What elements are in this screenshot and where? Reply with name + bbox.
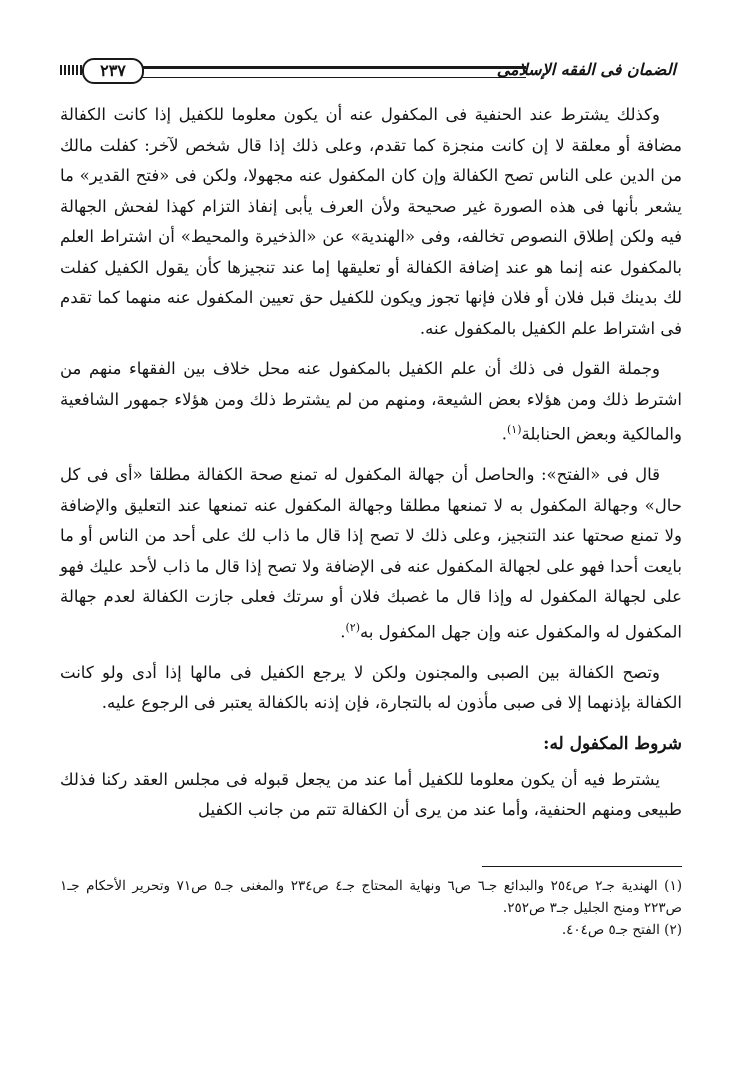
paragraph: يشترط فيه أن يكون معلوما للكفيل أما عند من يجعل قبوله فى مجلس العقد ركنا فذلك طبيعى ومنهم الحنفية، وأما عند من يرى أن الكفالة تتم من جانب الكفيل xyxy=(60,769,682,819)
footnote-ref: (٢) xyxy=(345,620,360,634)
paragraph xyxy=(60,460,682,648)
page-number: ٢٣٧ xyxy=(82,58,144,84)
main-text xyxy=(60,100,682,836)
footnotes xyxy=(60,866,682,941)
paragraph-end: . xyxy=(501,424,507,444)
paragraph xyxy=(60,354,682,450)
footnote-ref: (١) xyxy=(506,423,522,436)
header-rule xyxy=(140,66,526,78)
paragraph-end: . xyxy=(340,622,346,641)
paragraph-text: قال فى «الفتح»: والحاصل أن جهالة المكفول له تمنع صحة الكفالة مطلقا «أى فى كل حال» وجهالة المكفول به لا تمنعها مطلقا وجهالة المكفول عنه تمنعها عند التعليق والإضافة ولا تمنع صحتها عند التنجيز، وعلى ذلك لا تصح إذا قال ما ذاب لك على أحد من الناس أو ما بايعت أحدا فهو على لجهالة المكفول عنه فى الإضافة ولا تصح إذا قال ما ذاب لأحد عليك فهو على لجهالة المكفول له وإذا قال ما غصبك فلان أو سرتك فعلى جازت الكفالة لعدم جهالة المكفول له والمكفول عنه وإن جهل المكفول به xyxy=(60,465,682,641)
header-ornament xyxy=(60,65,82,75)
running-title: الضمان فى الفقه الإسلامى xyxy=(496,60,676,79)
paragraph-text: وجملة القول فى ذلك أن علم الكفيل بالمكفول عنه محل خلاف بين الفقهاء منهم من اشترط ذلك ومن هؤلاء بعض الشيعة، ومنهم من لم يشترط ذلك ومن هؤلاء جمهور الشافعية والمالكية وبعض الحنابلة xyxy=(60,359,682,444)
footnote: (١) الهندية جـ٢ ص٢٥٤ والبدائع جـ٦ ص٦ ونهاية المحتاج جـ٤ ص٢٣٤ والمغنى جـ٥ ص٧١ وتحرير الأحكام جـ١ ص٢٢٣ ومنح الجليل جـ٣ ص٢٥٢. xyxy=(60,878,682,916)
paragraph: وتصح الكفالة بين الصبى والمجنون ولكن لا يرجع الكفيل فى مالها إذا أدى ولو كانت الكفالة بإذنهما إلا فى صبى مأذون له بالتجارة، فإن إذنه بالكفالة يعتبر فى الرجوع عليه. xyxy=(60,662,682,712)
paragraph: وكذلك يشترط عند الحنفية فى المكفول عنه أن يكون معلوما للكفيل إذا كانت الكفالة مضافة أو معلقة لا إن كانت منجزة كما تقدم، وعلى ذلك إذا قال شخص لآخر: كفلت مالك من الدين على الناس تصح الكفالة وإن كان المكفول عنه مجهولا، ولكن فى «فتح القدير» ما يشعر بأنها فى هذه الصورة غير صحيحة ولأن العرف يأبى إنفاذ التزام كهذا لفحش الجهالة فيه ولكن إطلاق النصوص تخالفه، وفى «الهندية» عن «الذخيرة والمحيط» أن اشتراط العلم بالمكفول عنه إنما هو عند إضافة الكفالة أو تعليقها إما عند تنجيزها كأن يقول الكفيل كفلت لك بدينك قبل فلان أو فلان فإنها تجوز ويكون للكفيل حق تعيين المكفول عنه منهما كما تقدم فى اشتراط علم الكفيل بالمكفول عنه. xyxy=(60,105,682,338)
page-header xyxy=(60,58,676,98)
footnote: (٢) الفتح جـ٥ ص٤٠٤. xyxy=(561,922,682,938)
section-heading: شروط المكفول له: xyxy=(543,733,682,754)
footnote-rule xyxy=(482,866,682,867)
